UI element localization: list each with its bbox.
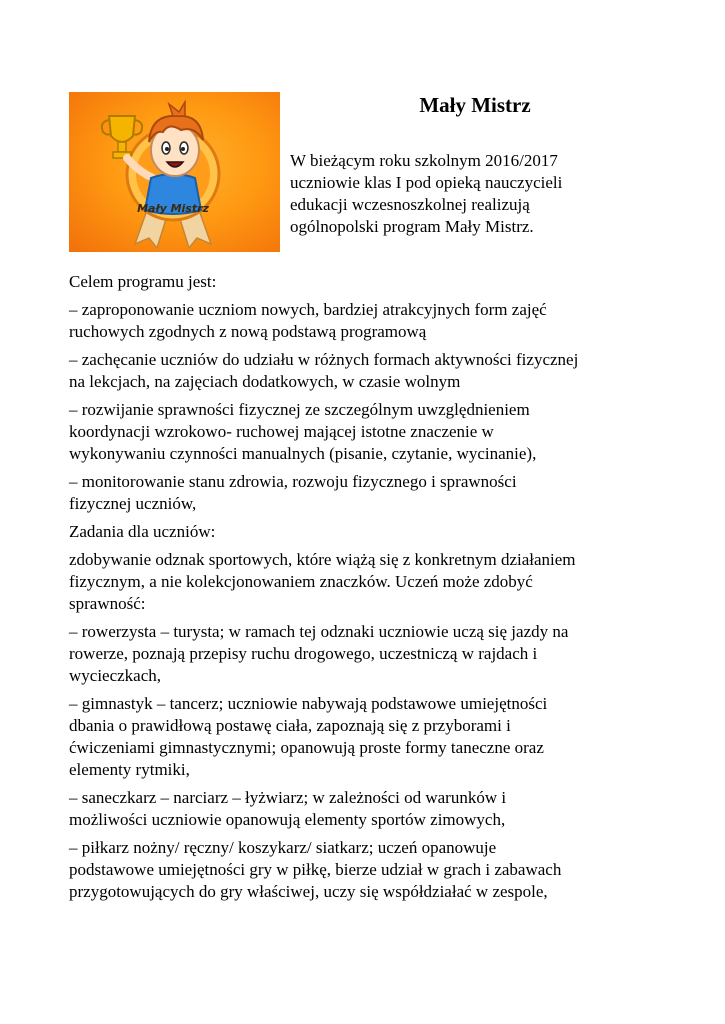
text-line: sprawność: bbox=[69, 594, 146, 613]
paragraph-goal-3 bbox=[69, 399, 669, 465]
text-line: Zadania dla uczniów: bbox=[69, 522, 216, 541]
paragraph-goal-4 bbox=[69, 471, 669, 515]
text-line: zdobywanie odznak sportowych, które wiążą się z konkretnym działaniem bbox=[69, 550, 576, 569]
paragraph-goal-1 bbox=[69, 299, 669, 343]
text-line: fizycznej uczniów, bbox=[69, 494, 197, 513]
intro-line: uczniowie klas I pod opieką nauczycieli bbox=[290, 173, 563, 192]
text-line: – zachęcanie uczniów do udziału w różnych formach aktywności fizycznej bbox=[69, 350, 579, 369]
paragraph-goals-heading bbox=[69, 271, 669, 293]
text-line: koordynacji wzrokowo- ruchowej mającej istotne znaczenie w bbox=[69, 422, 494, 441]
text-line: możliwości uczniowie opanowują elementy sportów zimowych, bbox=[69, 810, 506, 829]
program-content bbox=[69, 271, 669, 909]
text-line: podstawowe umiejętności gry w piłkę, bierze udział w grach i zabawach bbox=[69, 860, 562, 879]
text-line: – saneczkarz – narciarz – łyżwiarz; w zależności od warunków i bbox=[69, 788, 507, 807]
paragraph-badge-winter bbox=[69, 787, 669, 831]
text-line: – rowerzysta – turysta; w ramach tej odznaki uczniowie uczą się jazdy na bbox=[69, 622, 569, 641]
text-line: – monitorowanie stanu zdrowia, rozwoju fizycznego i sprawności bbox=[69, 472, 517, 491]
paragraph-badge-ball bbox=[69, 837, 669, 903]
paragraph-goal-2 bbox=[69, 349, 669, 393]
page-title: Mały Mistrz bbox=[419, 93, 531, 117]
text-line: – zaproponowanie uczniom nowych, bardziej atrakcyjnych form zajęć bbox=[69, 300, 547, 319]
intro-text bbox=[290, 150, 630, 238]
text-line: elementy rytmiki, bbox=[69, 760, 190, 779]
paragraph-badge-gymnast bbox=[69, 693, 669, 781]
program-logo bbox=[69, 92, 280, 252]
logo-text: Mały Mistrz bbox=[137, 202, 209, 215]
text-line: wycieczkach, bbox=[69, 666, 162, 685]
text-line: rowerze, poznają przepisy ruchu drogowego, uczestniczą w rajdach i bbox=[69, 644, 538, 663]
text-line: – rozwijanie sprawności fizycznej ze szczególnym uwzględnieniem bbox=[69, 400, 530, 419]
trophy-icon bbox=[109, 116, 135, 142]
paragraph-tasks-intro bbox=[69, 549, 669, 615]
text-line: ćwiczeniami gimnastycznymi; opanowują proste formy taneczne oraz bbox=[69, 738, 544, 757]
intro-line: W bieżącym roku szkolnym 2016/2017 bbox=[290, 151, 558, 170]
paragraph-tasks-heading bbox=[69, 521, 669, 543]
intro-line: ogólnopolski program Mały Mistrz. bbox=[290, 217, 534, 236]
mascot-illustration bbox=[69, 92, 280, 252]
text-line: – gimnastyk – tancerz; uczniowie nabywają podstawowe umiejętności bbox=[69, 694, 548, 713]
intro-line: edukacji wczesnoszkolnej realizują bbox=[290, 195, 530, 214]
text-line: ruchowych zgodnych z nową podstawą programową bbox=[69, 322, 427, 341]
text-line: Celem programu jest: bbox=[69, 272, 217, 291]
text-line: na lekcjach, na zajęciach dodatkowych, w czasie wolnym bbox=[69, 372, 461, 391]
text-line: przygotowujących do gry właściwej, uczy się współdziałać w zespole, bbox=[69, 882, 548, 901]
text-line: fizycznym, a nie kolekcjonowaniem znaczków. Uczeń może zdobyć bbox=[69, 572, 533, 591]
text-line: wykonywaniu czynności manualnych (pisanie, czytanie, wycinanie), bbox=[69, 444, 537, 463]
paragraph-badge-cyclist bbox=[69, 621, 669, 687]
text-line: – piłkarz nożny/ ręczny/ koszykarz/ siatkarz; uczeń opanowuje bbox=[69, 838, 497, 857]
text-line: dbania o prawidłową postawę ciała, zapoznają się z przyborami i bbox=[69, 716, 511, 735]
